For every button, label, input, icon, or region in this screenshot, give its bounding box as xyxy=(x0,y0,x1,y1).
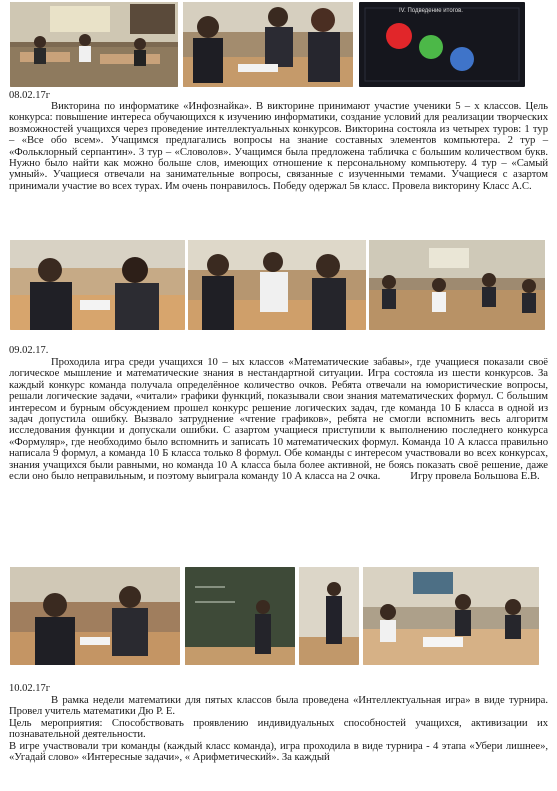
photo-students-4 xyxy=(188,240,366,330)
photo-students-7 xyxy=(363,567,539,665)
paragraph-1: Викторина по информатике «Инфознайка». В викторине принимают участие ученики 5 – х классов. Цель конкурса: повышение интереса обучающихся к изучению информатики, создание условий для реализации творческих возможностей учащихся через проведение интеллектуальных конкурсов. Викторина состояла из четырех туров: 1 тур – «Все обо всем». Учащимся предлагались вопросы на знание составных элементов компьютера. 2 тур – «Фольклорный серпантин». 3 тур – «Словолов». Учащимся была предложена табличка с большим количеством букв. Нужно было найти как можно больше слов, имеющих отношение к персональному компьютеру. 4 тур – «Самый умный». Учащиеся отвечали на занимательные вопросы, связанные с изученными темами. Учащиеся с азартом принимали участие во всех турах. Им очень понравилось. Победу одержал 5в класс. Провела викторину Класс А.С. xyxy=(9,100,548,192)
photo-students-6 xyxy=(10,567,180,665)
slide-title: IV. Подведение итогов. xyxy=(399,8,463,14)
photo-slide xyxy=(359,2,525,87)
photo-classroom-5 xyxy=(369,240,545,330)
date-3: 10.02.17г xyxy=(9,683,51,694)
photo-students-3 xyxy=(10,240,185,330)
blue-face-icon xyxy=(450,47,474,71)
red-face-icon xyxy=(386,23,412,49)
photo-teacher-board xyxy=(185,567,295,665)
date-2: 09.02.17. xyxy=(9,345,49,356)
photo-classroom-1 xyxy=(10,2,178,87)
paragraph-3: В рамка недели математики для пятых классов была проведена «Интеллектуальная игра» в виде турнира. Провел учитель математики Дю Р. Е. Цель мероприятия: Способствовать проявлению индивидуальных способностей учащихся, активизации их познавательной деятельности. В игре участвовали три команды (каждый класс команда), игра проходила в виде турнира - 4 этапа «Убери лишнее», «Угадай слово» «Интересные задачи», « Арифметический». За каждый xyxy=(9,694,548,764)
green-face-icon xyxy=(419,35,443,59)
signature: Игру провела Большова Е.В. xyxy=(410,470,540,483)
photo-student-board xyxy=(299,567,359,665)
date-1: 08.02.17г xyxy=(9,90,51,101)
paragraph-2: Проходила игра среди учащихся 10 – ых классов «Математические забавы», где учащиеся показали своё логическое мышление и математические знания в нестандартной ситуации. Игра состояла из шести конкурсов. За каждый конкурс команда получала определённое количество очков. Ребята отвечали на юмористические вопросы, решали логические задачи, «читали» графики функций, показывали свои знания математических формул. С большим интересом и бурным обсуждением прошел конкурс решение логических задач, где команда 10 Б класса в одной из задач допустила ошибку. Вызвало затруднение «чтение графиков», ребята не смогли вспомнить весь алгоритм исследования функции и допускали ошибки. С азартом учащиеся приступили к выполнению последнего конкурса «Формуляр», где необходимо было вспомнить и записать 10 математических формул. Команда 10 А класса правильно написала 9 формул, а команда 10 Б класса только 8 формул. Обе команды с интересом участвовали во всех конкурсах, знания учащихся были равными, но команда 10 А класса была более активной, не боясь показать своё решение, даже если оно было неправильным, и поэтому выиграла команду 10 А класса на 2 очка. Игру провела Большова Е.В. xyxy=(9,356,548,483)
photo-students-2 xyxy=(183,2,353,87)
